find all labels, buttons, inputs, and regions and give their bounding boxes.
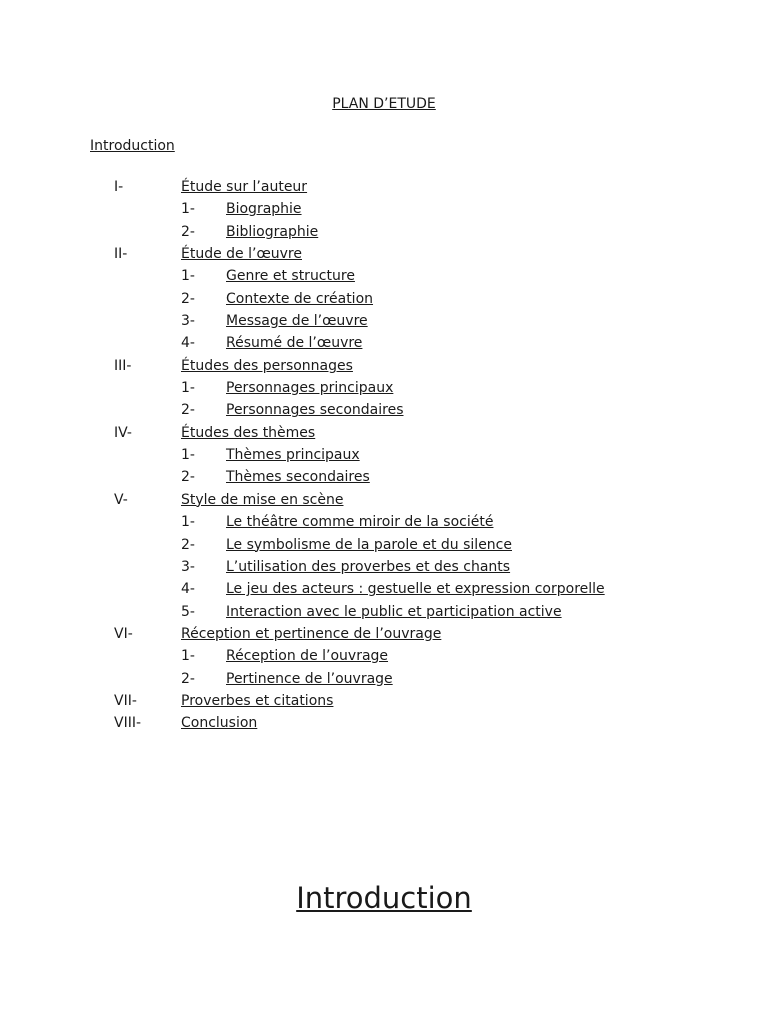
subsection-number: 1- [181,447,195,464]
toc-section [0,245,768,267]
section-link[interactable]: Étude sur l’auteur [181,179,308,195]
subsection-number: 1- [181,380,195,397]
toc-subsection [0,468,768,490]
section-number: VI- [114,625,133,642]
subsection-number: 1- [181,514,195,531]
subsection-number: 2- [181,223,195,240]
toc-subsection [0,223,768,245]
section-link[interactable]: Conclusion [181,715,258,732]
toc-subsection [0,379,768,401]
toc-introduction-link[interactable]: Introduction [90,138,175,154]
subsection-link[interactable]: Message de l’œuvre [226,313,368,330]
toc-subsection [0,536,768,558]
subsection-link[interactable]: Thèmes principaux [226,447,360,464]
section-number: II- [114,246,128,263]
subsection-number: 4- [181,581,195,598]
toc-subsection [0,290,768,312]
subsection-number: 2- [181,290,195,307]
section-number: I- [114,179,124,195]
toc-subsection [0,446,768,468]
section-link[interactable]: Études des thèmes [181,424,316,441]
subsection-link[interactable]: Le jeu des acteurs : gestuelle et expression corporelle [226,581,605,598]
subsection-link[interactable]: Bibliographie [226,223,319,240]
toc-subsection [0,670,768,692]
toc-subsection [0,401,768,423]
toc-subsection [0,558,768,580]
toc-section [0,491,768,513]
subsection-number: 2- [181,536,195,553]
toc-section [0,625,768,647]
toc-section [0,692,768,714]
section-number: IV- [114,424,132,441]
subsection-link[interactable]: Genre et structure [226,268,355,285]
section-number: VIII- [114,715,142,732]
section-link[interactable]: Réception et pertinence de l’ouvrage [181,625,442,642]
subsection-link[interactable]: Personnages principaux [226,380,394,397]
subsection-link[interactable]: Contexte de création [226,290,374,307]
toc-subsection [0,603,768,625]
subsection-number: 4- [181,335,195,352]
section-link[interactable]: Proverbes et citations [181,692,334,709]
subsection-number: 3- [181,558,195,575]
toc-subsection [0,513,768,535]
toc-subsection [0,334,768,356]
subsection-number: 5- [181,603,195,620]
toc-section [0,357,768,379]
subsection-number: 2- [181,670,195,687]
section-number: V- [114,491,128,508]
subsection-number: 1- [181,268,195,285]
section-link[interactable]: Études des personnages [181,357,353,374]
section-link[interactable]: Étude de l’œuvre [181,246,302,263]
toc-section [0,424,768,446]
subsection-number: 1- [181,648,195,665]
section-link[interactable]: Style de mise en scène [181,491,344,508]
toc-subsection [0,580,768,602]
introduction-heading: Introduction [296,881,472,915]
subsection-link[interactable]: Biographie [226,201,302,218]
toc-subsection [0,647,768,669]
plan-title: PLAN D’ETUDE [332,96,436,112]
toc-section [0,714,768,736]
subsection-link[interactable]: Réception de l’ouvrage [226,648,389,665]
subsection-number: 1- [181,201,195,218]
toc-subsection [0,267,768,289]
subsection-link[interactable]: Personnages secondaires [226,402,404,419]
subsection-number: 2- [181,469,195,486]
subsection-link[interactable]: Thèmes secondaires [226,469,370,486]
toc-section [0,178,768,200]
subsection-link[interactable]: Le symbolisme de la parole et du silence [226,536,512,553]
section-number: III- [114,357,132,374]
subsection-number: 3- [181,313,195,330]
table-of-contents [0,178,768,737]
toc-subsection [0,200,768,222]
subsection-link[interactable]: Résumé de l’œuvre [226,335,363,352]
subsection-link[interactable]: L’utilisation des proverbes et des chants [226,558,511,575]
section-number: VII- [114,692,137,709]
subsection-link[interactable]: Le théâtre comme miroir de la société [226,514,494,531]
toc-subsection [0,312,768,334]
subsection-number: 2- [181,402,195,419]
subsection-link[interactable]: Pertinence de l’ouvrage [226,670,393,687]
subsection-link[interactable]: Interaction avec le public et participation active [226,603,562,620]
